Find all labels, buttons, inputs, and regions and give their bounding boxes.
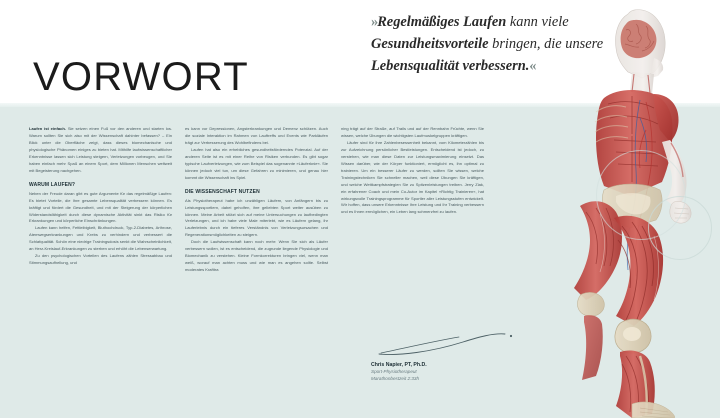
- paragraph: es kann vor Depressionen, Angsterkrankungen und Demenz schützen. Auch die soziale Interaktion im Rahmen von Lauftreffs und Events wie Parkläufen trägt zur Verbesserung des Wohlbefindens bei.: [185, 126, 328, 145]
- author-record: Marathonbestzeit 2:33h: [371, 376, 420, 382]
- lead-paragraph: [29, 126, 172, 175]
- paragraph: Läufer sind für ihre Zahlenbesessenheit bekannt, vom Kilometerzählen bis zur Aufzeichnung persönlicher Bestleistungen. Entscheidend ist jedoch, zu verstehen, wie man diese Daten zur Leistungsmaximierung einsetzt. Das Wissen darüber, wie der Körper funktioniert, ermöglicht es, ihn optimal zu trainieren. Um ein besserer Läufer zu werden, sollten Sie wissen, welche Trainingstechniken Sie schneller machen, weil diese Übungen Sie kräftigen, und welche Wettkampfstrategien Sie zu Spitzenleistungen treiben. Jerry Ziak, ein erfahrener Coach und mein Co-Autor im Kapitel »Richtig Trainieren«, hat wirkungsvolle Trainingsprogramme für Sportler aller Leistungsstufen entwickelt. Wir hoffen, dass unsere Erkenntnisse Ihre Leistung und Ihr Training verbessern und es Ihnen ermöglichen, ein Leben lang schmerzfrei zu laufen.: [341, 139, 484, 215]
- paragraph: Doch die Laufwissenschaft kann noch mehr: Wenn Sie sich als Läufer verbessern wollen, ist es entscheidend, die zugrunde liegende Physiologie und Biomechanik zu verstehen. Kleine Formkorrekturen bringen viel, wenn man weiß, worauf man achten muss und wie man es angehen sollte. Selbst moderates Krafttra: [185, 239, 328, 273]
- lead-in-bold: Laufen ist einfach.: [29, 126, 66, 131]
- lead-paragraph-text: Sie setzen einen Fuß vor den anderen und starten los. Warum sollten Sie sich also mit der Wissenschaft dahinter befassen? – Ein Blick unter die Oberfläche zeigt, dass dieses biomechanische und physiologische Phänomen einiges zu bieten hat. Mithilfe laufwissenschaftlicher Erkenntnisse lassen sich Leistung steigern, Verletzungen vorbeugen, und Sie haben einfach mehr Spaß an einem Sport, dem Millionen Menschen weltweit mit Begeisterung nachgehen.: [29, 126, 172, 173]
- paragraph: Zu den psychologischen Vorteilen des Laufens zählen Stressabbau und Stimmungsaufhellung, und: [29, 253, 172, 266]
- text-column-2: [185, 126, 328, 411]
- paragraph: Als Physiotherapeut habe ich unzähligen Läufern, von Anfängern bis zu Leistungssportlern, dabei geholfen, ihre geliebten Sport weiter ausüben zu können. Meine Arbeit stützt sich auf meine Untersuchungen zu laufbedingten Verletzungen, und ich habe viele Male miterlebt, wie es Läufern gelang, ihr Lauferlebnis durch ein tieferes Verständnis von Verletzungsursachen und Regenerationsmöglichkeiten zu steigern.: [185, 197, 328, 238]
- handwritten-signature-icon: [371, 330, 521, 360]
- paragraph: ning trägt auf der Straße, auf Trails und auf der Rennbahn Früchte, wenn Sie wissen, welche Übungen die wichtigsten Laufmuskelgruppen kräftigen.: [341, 126, 484, 138]
- quote-open-mark: »: [371, 14, 378, 30]
- quote-segment-1: Regelmäßiges Laufen: [377, 14, 510, 30]
- author-signature-block: [371, 330, 541, 382]
- section-heading-die-wissenschaft-nutzen: DIE WISSENSCHAFT NUTZEN: [185, 188, 260, 195]
- paragraph: Laufen kann helfen, Fettleibigkeit, Bluthochdruck, Typ-2-Diabetes, Arthrose, Atemwegserkrankungen und Krebs zu verhindern und verbessert die Schlafqualität. Schön eine niedrige Trainingsdosis senkt die Wahrscheinlichkeit, an Herz-Kreislauf-Erkrankungen zu sterben und erhöht die Lebenserwartung.: [29, 225, 172, 252]
- author-role: Sport-Physiotherapeut: [371, 369, 417, 374]
- text-column-1: [29, 126, 172, 411]
- quote-segment-2: kann viele: [509, 14, 569, 30]
- page-title: VORWORT: [33, 55, 249, 99]
- author-name: Chris Napier, PT, Ph.D.: [371, 362, 427, 368]
- quote-segment-4: bringen, die unsere: [492, 35, 604, 52]
- paragraph: Neben der Freude daran gibt es gute Argumente für das regelmäßige Laufen: Es bietet Vorteile, die Ihre gesamte Lebensqualität verbessern können. Es kräftigt und fördert die Gesundheit, und mit der Steigerung der körperlichen Widerstandsfähigkeit durch diese dynamische Aktivität sinkt das Risiko für Erkrankungen und körperliche Einschränkungen.: [29, 190, 172, 224]
- paragraph: Laufen hat also ein erhebliches gesundheitsförderndes Potenzial. Auf der anderen Seite ist es mit einer Reihe von Risiken verbunden. Es gibt sogar typische Laufverletzungen, wie zum Beispiel das sogenannte »Läuferknie«. Sie können jedoch viel tun, um diese Gefahren zu minimieren, und genau hier kommt die Wissenschaft ins Spiel.: [185, 146, 328, 180]
- quote-close-mark: «: [529, 57, 536, 74]
- decorative-circle-inner: [648, 196, 712, 260]
- quote-segment-3: Gesundheitsvorteile: [371, 35, 493, 52]
- section-heading-warum-laufen: WARUM LAUFEN?: [29, 181, 76, 188]
- anatomical-runner-illustration: [570, 0, 720, 418]
- quote-segment-5: Lebensqualität verbessern.: [371, 57, 530, 74]
